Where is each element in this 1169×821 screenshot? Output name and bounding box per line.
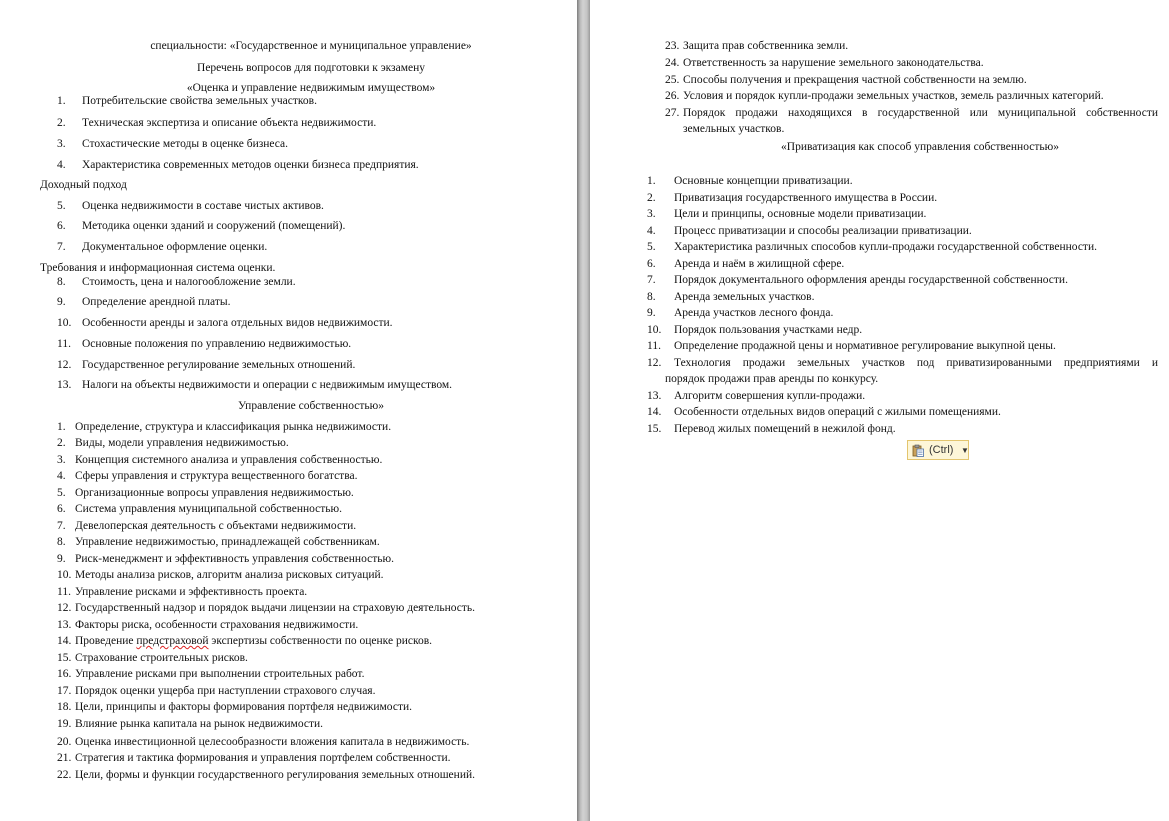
list-item: Оценка инвестиционной целесообразности вложения капитала в недвижимость. [75,736,470,748]
list-item-number: 1. [57,95,66,107]
list-item-number: 5. [57,487,66,499]
list-item: Определение продажной цены и нормативное регулирование выкупной цены. [674,340,1056,352]
list-item-number: 21. [57,752,72,764]
list-item-number: 14. [647,406,662,418]
list-item: Девелоперская деятельность с объектами недвижимости. [75,520,357,532]
list-item-number: 12. [647,357,662,369]
chevron-down-icon: ▼ [961,446,969,455]
list-item-number: 9. [57,553,66,565]
list-item-number: 13. [57,379,72,391]
list-item-number: 3. [57,454,66,466]
list-item-number: 5. [57,200,66,212]
list-item: Порядок пользования участками недр. [674,324,863,336]
list-item: Стратегия и тактика формирования и управления портфелем собственности. [75,752,451,764]
list-item-number: 4. [57,470,66,482]
list-item: Процесс приватизации и способы реализации приватизации. [674,225,972,237]
list-item-number: 11. [57,586,71,598]
list-item-number: 9. [57,296,66,308]
section-heading-privatization: «Приватизация как способ управления собственностью» [781,141,1059,153]
clipboard-icon [912,444,924,457]
list-item: Государственное регулирование земельных отношений. [82,359,356,371]
list-item: Цели и принципы, основные модели приватизации. [674,208,927,220]
list-item: Порядок продажи находящихся в государственной или муниципальной собственности [683,107,1158,119]
list-item: Стоимость, цена и налогообложение земли. [82,276,296,288]
list-item: Приватизация государственного имущества в России. [674,192,938,204]
list-item-number: 10. [57,569,72,581]
list-item-number: 9. [647,307,656,319]
list-item: Способы получения и прекращения частной собственности на землю. [683,74,1027,86]
list-item-number: 20. [57,736,72,748]
list-item: Порядок оценки ущерба при наступлении страхового случая. [75,685,376,697]
list-item-number: 16. [57,668,72,680]
list-item: Виды, модели управления недвижимостью. [75,437,289,449]
list-item: Защита прав собственника земли. [683,40,849,52]
list-item-number: 11. [57,338,71,350]
paste-options-label: (Ctrl) [929,444,954,456]
list-item-number: 26. [665,90,680,102]
list-item-text: экспертизы собственности по оценке рисков. [208,635,433,647]
list-item-number: 10. [647,324,662,336]
list-item-number: 15. [57,652,72,664]
list-item-number: 10. [57,317,72,329]
list-item: Характеристика современных методов оценки бизнеса предприятия. [82,159,419,171]
list-item: Стохастические методы в оценке бизнеса. [82,138,289,150]
list-item: Ответственность за нарушение земельного законодательства. [683,57,984,69]
list-item-number: 6. [57,503,66,515]
list-item-number: 22. [57,769,72,781]
list-item-number: 19. [57,718,72,730]
list-item-number: 4. [57,159,66,171]
list-item-number: 8. [57,536,66,548]
list-item-number: 12. [57,602,72,614]
page-gutter [577,0,590,821]
list-item: Документальное оформление оценки. [82,241,268,253]
list-item-number: 2. [57,117,66,129]
list-item-continuation: порядок продажи прав аренды по конкурсу. [665,373,879,385]
list-item: Факторы риска, особенности страхования недвижимости. [75,619,359,631]
list-item: Методика оценки зданий и сооружений (помещений). [82,220,346,232]
list-item: Цели, принципы и факторы формирования портфеля недвижимости. [75,701,412,713]
list-item: Особенности отдельных видов операций с жилыми помещениями. [674,406,1001,418]
document-subheading: «Оценка и управление недвижимым имуществом» [186,82,436,94]
list-item-number: 1. [57,421,66,433]
spellcheck-flagged-word[interactable]: предстраховой [136,635,209,647]
list-item-number: 1. [647,175,656,187]
list-item-continuation: земельных участков. [683,123,785,135]
list-item: Налоги на объекты недвижимости и операции с недвижимым имуществом. [82,379,453,391]
section-heading-requirements: Требования и информационная система оценки. [40,262,276,274]
list-item: Условия и порядок купли-продажи земельных участков, земель различных категорий. [683,90,1104,102]
list-item-number: 13. [647,390,662,402]
list-item-number: 25. [665,74,680,86]
list-item: Определение арендной платы. [82,296,231,308]
list-item: Управление рисками при выполнении строительных работ. [75,668,365,680]
paste-options-button[interactable] [907,440,969,460]
list-item-number: 27. [665,107,680,119]
list-item-number: 6. [647,258,656,270]
list-item-number: 8. [647,291,656,303]
list-item-number: 7. [57,520,66,532]
list-item: Организационные вопросы управления недвижимостью. [75,487,354,499]
list-item-number: 3. [647,208,656,220]
list-item-number: 18. [57,701,72,713]
list-item-number: 7. [57,241,66,253]
list-item-number: 14. [57,635,72,647]
list-item-number: 2. [57,437,66,449]
list-item: Оценка недвижимости в составе чистых активов. [82,200,324,212]
list-item: Перевод жилых помещений в нежилой фонд. [674,423,896,435]
list-item-number: 23. [665,40,680,52]
list-item: Алгоритм совершения купли-продажи. [674,390,866,402]
list-item: Страхование строительных рисков. [75,652,248,664]
document-page-left [0,0,577,821]
list-item-number: 17. [57,685,72,697]
document-heading: Перечень вопросов для подготовки к экзамену [197,62,425,74]
list-item: Влияние рынка капитала на рынок недвижимости. [75,718,324,730]
list-item-number: 24. [665,57,680,69]
list-item: Потребительские свойства земельных участков. [82,95,317,107]
list-item: Сферы управления и структура вещественного богатства. [75,470,358,482]
list-item: Аренда и наём в жилищной сфере. [674,258,845,270]
list-item: Основные положения по управлению недвижимостью. [82,338,352,350]
list-item: Порядок документального оформления аренды государственной собственности. [674,274,1068,286]
list-item-number: 2. [647,192,656,204]
list-item-number: 6. [57,220,66,232]
list-item: Техническая экспертиза и описание объекта недвижимости. [82,117,377,129]
section-heading-income: Доходный подход [40,179,127,191]
list-item-number: 15. [647,423,662,435]
list-item: Цели, формы и функции государственного регулирования земельных отношений. [75,769,476,781]
list-item-number: 11. [647,340,661,352]
section-heading-management: Управление собственностью» [238,400,384,412]
list-item: Методы анализа рисков, алгоритм анализа рисковых ситуаций. [75,569,384,581]
list-item-number: 3. [57,138,66,150]
list-item: Определение, структура и классификация рынка недвижимости. [75,421,392,433]
list-item: Аренда участков лесного фонда. [674,307,834,319]
document-page-right [590,0,1169,821]
list-item: Концепция системного анализа и управления собственностью. [75,454,383,466]
specialty-line: специальности: «Государственное и муниципальное управление» [150,40,472,52]
list-item-number: 12. [57,359,72,371]
list-item-number: 7. [647,274,656,286]
list-item: Управление рисками и эффективность проекта. [75,586,308,598]
list-item-number: 13. [57,619,72,631]
list-item-number: 5. [647,241,656,253]
list-item: Аренда земельных участков. [674,291,815,303]
list-item: Технология продажи земельных участков под приватизированными предприятиями и [674,357,1158,369]
list-item-text: Проведение [75,635,137,647]
list-item: Управление недвижимостью, принадлежащей собственникам. [75,536,380,548]
list-item: Риск-менеджмент и эффективность управления собственностью. [75,553,394,565]
list-item [75,635,432,648]
list-item: Основные концепции приватизации. [674,175,853,187]
list-item-number: 4. [647,225,656,237]
list-item: Государственный надзор и порядок выдачи лицензии на страховую деятельность. [75,602,476,614]
list-item: Система управления муниципальной собственностью. [75,503,342,515]
list-item: Характеристика различных способов купли-продажи государственной собственности. [674,241,1097,253]
list-item: Особенности аренды и залога отдельных видов недвижимости. [82,317,393,329]
list-item-number: 8. [57,276,66,288]
